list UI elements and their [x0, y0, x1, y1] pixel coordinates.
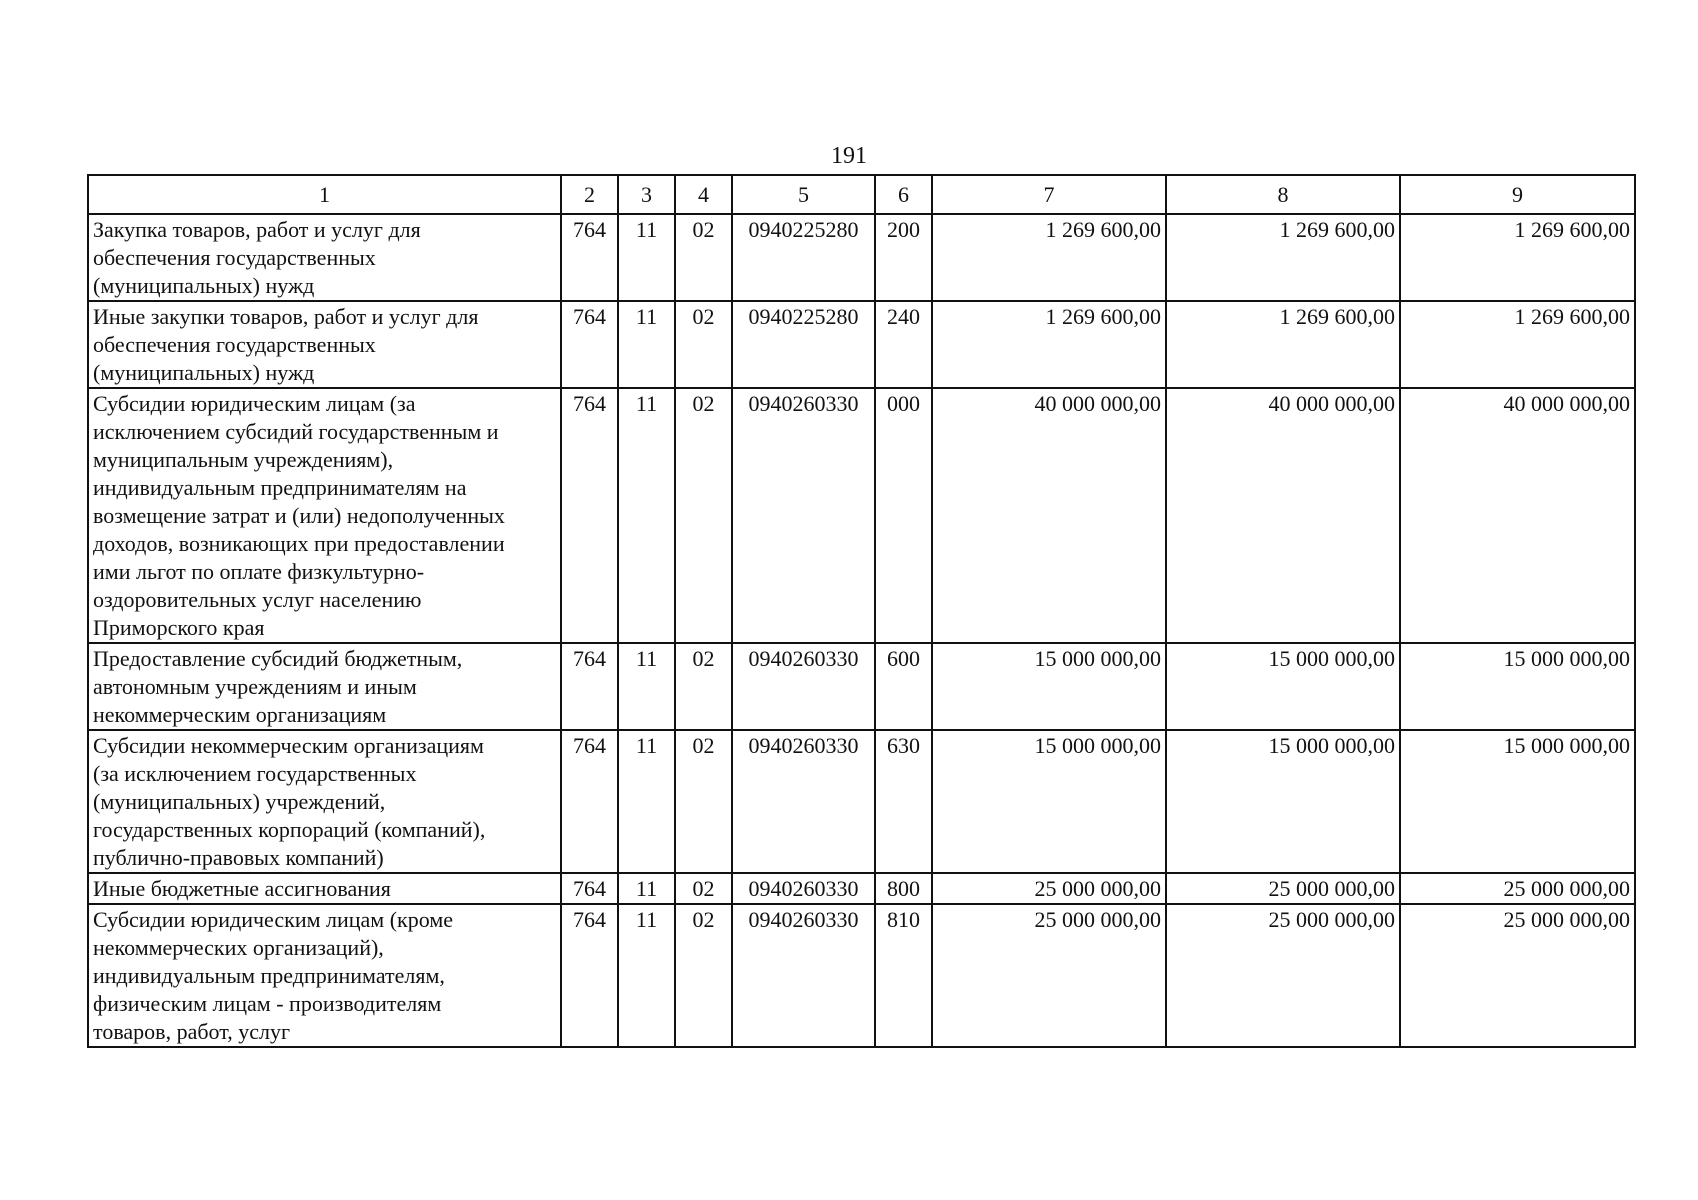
description-line: (муниципальных) нужд	[93, 360, 315, 385]
description-line: индивидуальным предпринимателям,	[93, 963, 445, 988]
column-header: 5	[732, 175, 875, 214]
column-header: 7	[932, 175, 1166, 214]
column-header: 2	[561, 175, 618, 214]
description-line: Иные бюджетные ассигнования	[93, 876, 391, 901]
table-row	[88, 904, 1635, 1047]
section-code: 11	[618, 301, 675, 388]
expense-type-code: 200	[875, 214, 932, 301]
description-line: Субсидии некоммерческим организациям	[93, 733, 484, 758]
row-description	[88, 904, 561, 1047]
description-line: ими льгот по оплате физкультурно-	[93, 559, 425, 584]
amount-col-9: 1 269 600,00	[1400, 214, 1635, 301]
subsection-code: 02	[675, 214, 732, 301]
amount-col-8: 25 000 000,00	[1166, 904, 1400, 1047]
amount-col-9: 40 000 000,00	[1400, 388, 1635, 643]
subsection-code: 02	[675, 873, 732, 904]
description-line: оздоровительных услуг населению	[93, 587, 422, 612]
column-header: 6	[875, 175, 932, 214]
description-line: публично-правовых компаний)	[93, 845, 384, 870]
table-row	[88, 301, 1635, 388]
description-line: (муниципальных) учреждений,	[93, 789, 386, 814]
description-line: Приморского края	[93, 615, 265, 640]
column-header: 4	[675, 175, 732, 214]
section-code: 11	[618, 388, 675, 643]
expense-type-code: 810	[875, 904, 932, 1047]
expense-type-code: 240	[875, 301, 932, 388]
description-line: возмещение затрат и (или) недополученных	[93, 503, 505, 528]
chapter-code: 764	[561, 873, 618, 904]
table-row	[88, 873, 1635, 904]
row-description	[88, 301, 561, 388]
amount-col-9: 15 000 000,00	[1400, 643, 1635, 730]
amount-col-7: 40 000 000,00	[932, 388, 1166, 643]
section-code: 11	[618, 904, 675, 1047]
description-line: государственных корпораций (компаний),	[93, 817, 486, 842]
chapter-code: 764	[561, 388, 618, 643]
table-row	[88, 643, 1635, 730]
chapter-code: 764	[561, 730, 618, 873]
budget-table	[87, 174, 1636, 1048]
column-header: 1	[88, 175, 561, 214]
expense-type-code: 800	[875, 873, 932, 904]
section-code: 11	[618, 873, 675, 904]
amount-col-7: 1 269 600,00	[932, 214, 1166, 301]
row-description	[88, 643, 561, 730]
description-line: физическим лицам - производителям	[93, 991, 442, 1016]
amount-col-8: 1 269 600,00	[1166, 301, 1400, 388]
description-line: муниципальным учреждениям),	[93, 447, 394, 472]
amount-col-8: 25 000 000,00	[1166, 873, 1400, 904]
target-article-code: 0940260330	[732, 643, 875, 730]
description-line: некоммерческим организациям	[93, 702, 387, 727]
expense-type-code: 600	[875, 643, 932, 730]
column-header-row	[88, 175, 1635, 214]
table-row	[88, 214, 1635, 301]
target-article-code: 0940225280	[732, 301, 875, 388]
description-line: доходов, возникающих при предоставлении	[93, 531, 505, 556]
description-line: автономным учреждениям и иным	[93, 674, 417, 699]
row-description	[88, 873, 561, 904]
section-code: 11	[618, 214, 675, 301]
chapter-code: 764	[561, 301, 618, 388]
row-description	[88, 730, 561, 873]
amount-col-7: 25 000 000,00	[932, 873, 1166, 904]
table-row	[88, 388, 1635, 643]
column-header: 3	[618, 175, 675, 214]
target-article-code: 0940225280	[732, 214, 875, 301]
description-line: некоммерческих организаций),	[93, 935, 384, 960]
subsection-code: 02	[675, 301, 732, 388]
amount-col-9: 25 000 000,00	[1400, 904, 1635, 1047]
description-line: обеспечения государственных	[93, 332, 376, 357]
chapter-code: 764	[561, 643, 618, 730]
subsection-code: 02	[675, 643, 732, 730]
chapter-code: 764	[561, 214, 618, 301]
row-description	[88, 214, 561, 301]
amount-col-8: 15 000 000,00	[1166, 730, 1400, 873]
subsection-code: 02	[675, 388, 732, 643]
amount-col-9: 25 000 000,00	[1400, 873, 1635, 904]
description-line: Иные закупки товаров, работ и услуг для	[93, 304, 479, 329]
description-line: исключением субсидий государственным и	[93, 419, 499, 444]
amount-col-9: 1 269 600,00	[1400, 301, 1635, 388]
description-line: обеспечения государственных	[93, 245, 376, 270]
target-article-code: 0940260330	[732, 904, 875, 1047]
description-line: Субсидии юридическим лицам (кроме	[93, 907, 454, 932]
amount-col-7: 15 000 000,00	[932, 643, 1166, 730]
amount-col-8: 1 269 600,00	[1166, 214, 1400, 301]
column-header: 8	[1166, 175, 1400, 214]
subsection-code: 02	[675, 730, 732, 873]
table-body	[88, 214, 1635, 1047]
expense-type-code: 630	[875, 730, 932, 873]
target-article-code: 0940260330	[732, 730, 875, 873]
page-number: 191	[831, 143, 867, 169]
description-line: Закупка товаров, работ и услуг для	[93, 217, 421, 242]
description-line: товаров, работ, услуг	[93, 1019, 290, 1044]
description-line: (муниципальных) нужд	[93, 273, 315, 298]
expense-type-code: 000	[875, 388, 932, 643]
chapter-code: 764	[561, 904, 618, 1047]
amount-col-7: 1 269 600,00	[932, 301, 1166, 388]
target-article-code: 0940260330	[732, 388, 875, 643]
row-description	[88, 388, 561, 643]
amount-col-7: 25 000 000,00	[932, 904, 1166, 1047]
amount-col-7: 15 000 000,00	[932, 730, 1166, 873]
section-code: 11	[618, 643, 675, 730]
target-article-code: 0940260330	[732, 873, 875, 904]
description-line: (за исключением государственных	[93, 761, 417, 786]
table-row	[88, 730, 1635, 873]
amount-col-9: 15 000 000,00	[1400, 730, 1635, 873]
description-line: Субсидии юридическим лицам (за	[93, 391, 416, 416]
amount-col-8: 40 000 000,00	[1166, 388, 1400, 643]
column-header: 9	[1400, 175, 1635, 214]
subsection-code: 02	[675, 904, 732, 1047]
description-line: индивидуальным предпринимателям на	[93, 475, 467, 500]
amount-col-8: 15 000 000,00	[1166, 643, 1400, 730]
section-code: 11	[618, 730, 675, 873]
description-line: Предоставление субсидий бюджетным,	[93, 646, 463, 671]
